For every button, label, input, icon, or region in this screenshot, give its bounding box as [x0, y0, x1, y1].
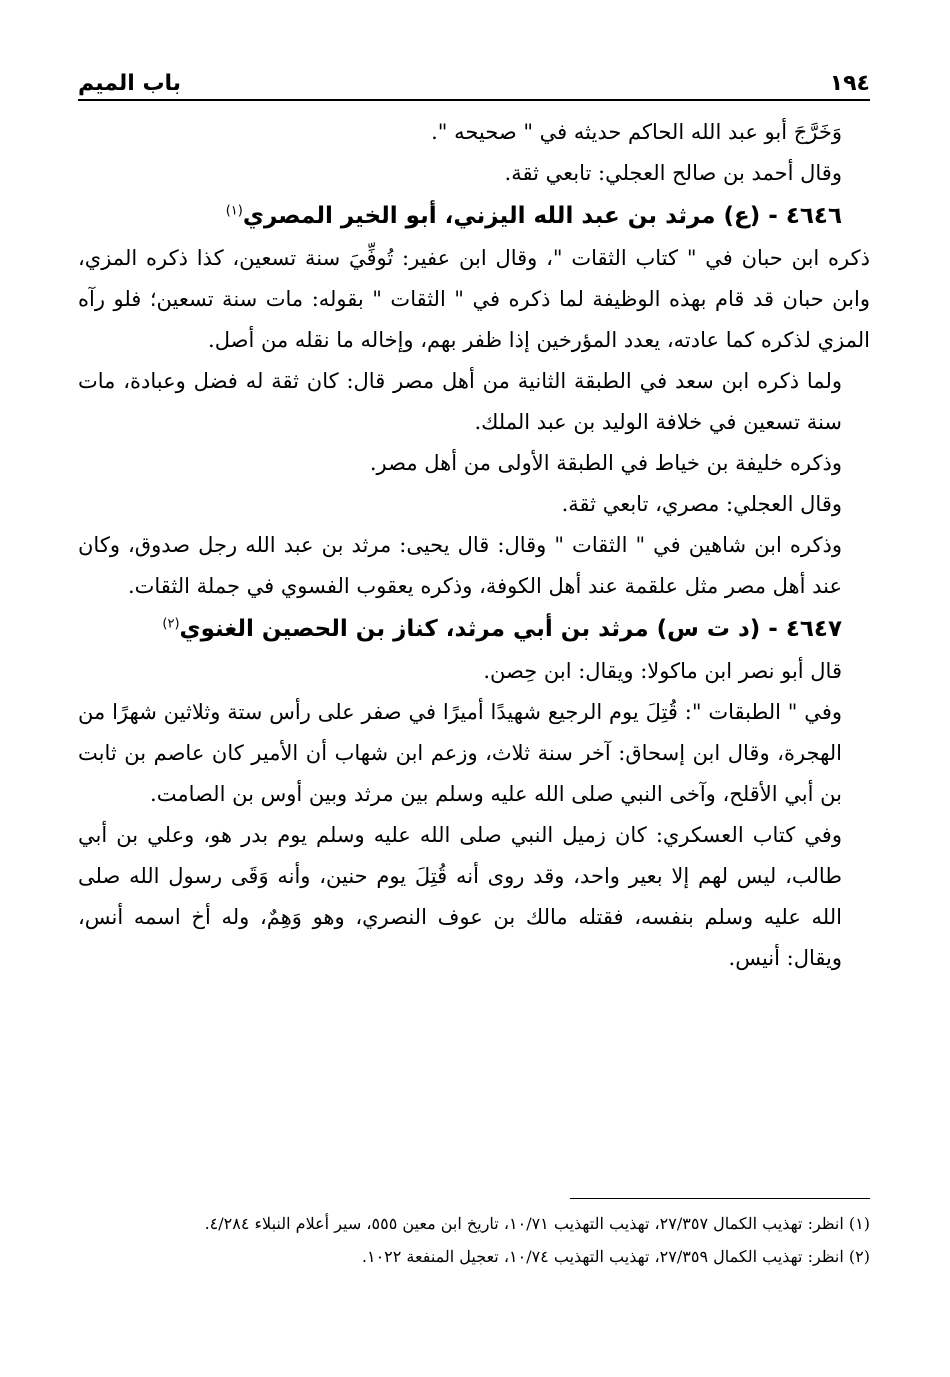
paragraph-askari: وفي كتاب العسكري: كان زميل النبي صلى الله عليه وسلم يوم بدر هو، وعلي بن أبي طالب، ليس لهم إلا بعير واحد، وقد روى أنه قُتِلَ يوم حنين، وأنه وَقَى رسول الله صلى الله عليه وسلم بنفسه، فقتله مالك بن عوف النصري، وهو وَهِمٌ، وله أخ اسمه أنس، ويقال: أنيس.: [78, 823, 842, 970]
footnote-1: (١) انظر: تهذيب الكمال ٢٧/٣٥٧، تهذيب التهذيب ١٠/٧١، تاريخ ابن معين ٥٥٥، سير أعلام النبلاء ٤/٢٨٤.: [204, 1214, 870, 1233]
header-rule: [78, 99, 870, 101]
paragraph-ibn-hibban: ذكره ابن حبان في " كتاب الثقات "، وقال ابن عفير: تُوفِّيَ سنة تسعين، كذا ذكره المزي، وابن حبان قد قام بهذه الوظيفة لما ذكره في " الثقات " بقوله: مات سنة تسعين؛ فلو رآه المزي لذكره كما عادته، يعدد المؤرخين إذا ظفر بهم، وإخاله ما نقله من أصل.: [78, 246, 870, 352]
paragraph-ibn-saad: ولما ذكره ابن سعد في الطبقة الثانية من أهل مصر قال: كان ثقة له فضل وعبادة، مات سنة تسعين في خلافة الوليد بن عبد الملك.: [78, 369, 842, 434]
paragraph-ijli-2: وقال العجلي: مصري، تابعي ثقة.: [561, 492, 842, 516]
main-text: [78, 112, 870, 979]
footnote-ref-2[interactable]: (٢): [162, 616, 180, 632]
running-head: [78, 60, 870, 96]
paragraph-ibn-shahin: وذكره ابن شاهين في " الثقات " وقال: قال يحيى: مرثد بن عبد الله رجل صدوق، وكان عند أهل مصر مثل علقمة عند أهل الكوفة، وذكره يعقوب الفسوي في جملة الثقات.: [78, 533, 842, 598]
section-title: باب الميم: [78, 71, 182, 96]
paragraph-tabaqat: وفي " الطبقات ": قُتِلَ يوم الرجيع شهيدًا أميرًا في صفر على رأس ستة وثلاثين شهرًا من الهجرة، وقال ابن إسحاق: آخر سنة ثلاث، وزعم ابن شهاب أن الأمير كان عاصم بن ثابت بن أبي الأقلح، وآخى النبي صلى الله عليه وسلم بين مرثد وبين أوس بن الصامت.: [78, 700, 842, 806]
footnote-2: (٢) انظر: تهذيب الكمال ٢٧/٣٥٩، تهذيب التهذيب ١٠/٧٤، تعجيل المنفعة ١٠٢٢.: [361, 1247, 870, 1266]
paragraph-hakim: وَخَرَّجَ أبو عبد الله الحاكم حديثه في " صحيحه ".: [431, 120, 842, 144]
paragraph-khalifa: وذكره خليفة بن خياط في الطبقة الأولى من أهل مصر.: [369, 451, 842, 475]
paragraph-ijli: وقال أحمد بن صالح العجلي: تابعي ثقة.: [504, 161, 842, 185]
paragraph-ibn-makula: قال أبو نصر ابن ماكولا: ويقال: ابن حِصن.: [483, 659, 842, 683]
footnote-ref-1[interactable]: (١): [225, 203, 243, 219]
entry-4646-title-text: ٤٦٤٦ - (ع) مرثد بن عبد الله اليزني، أبو الخير المصري: [242, 203, 842, 229]
entry-4647-title: [78, 607, 870, 651]
entry-4647-title-text: ٤٦٤٧ - (د ت س) مرثد بن أبي مرثد، كناز بن الحصين الغنوي: [179, 616, 842, 642]
footnote-rule: [570, 1198, 870, 1199]
footnotes: [78, 1210, 870, 1276]
page-number: ١٩٤: [829, 71, 870, 96]
entry-4646-title: [78, 194, 870, 238]
book-page: [78, 0, 870, 1377]
